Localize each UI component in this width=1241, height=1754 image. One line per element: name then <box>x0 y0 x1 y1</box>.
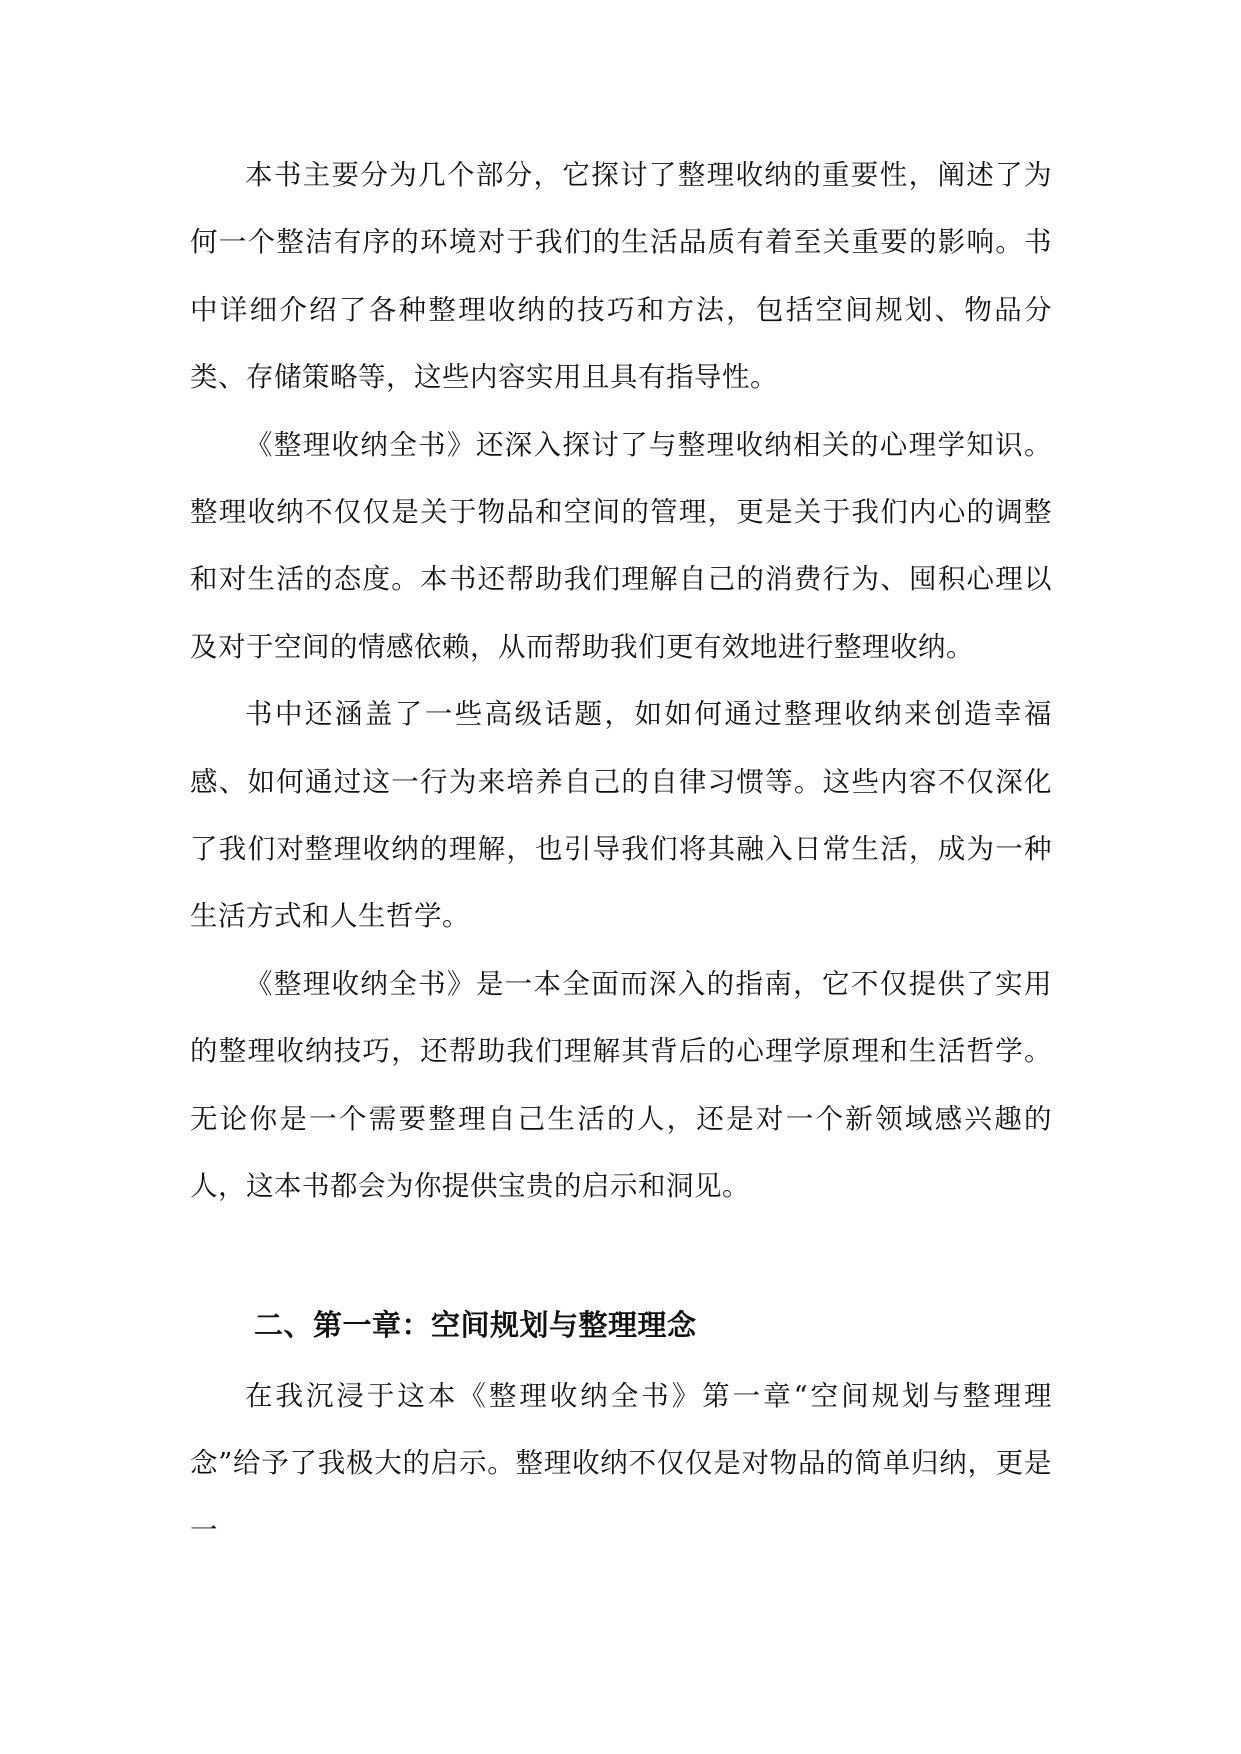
paragraph-summary: 《整理收纳全书》是一本全面而深入的指南，它不仅提供了实用的整理收纳技巧，还帮助我们理解其背后的心理学原理和生活哲学。无论你是一个需要整理自己生活的人，还是对一个新领域感兴趣的人，这本书都会为你提供宝贵的启示和洞见。 <box>190 967 1052 1203</box>
chapter-heading: 二、第一章：空间规划与整理理念 <box>254 1307 697 1342</box>
paragraph-chapter-one: 在我沉浸于这本《整理收纳全书》第一章“空间规划与整理理念”给予了我极大的启示。整理收纳不仅仅是对物品的简单归纳，更是一 <box>190 1379 1052 1547</box>
paragraph-overview: 本书主要分为几个部分，它探讨了整理收纳的重要性，阐述了为何一个整洁有序的环境对于我们的生活品质有着至关重要的影响。书中详细介绍了各种整理收纳的技巧和方法，包括空间规划、物品分类、存储策略等，这些内容实用且具有指导性。 <box>190 159 1052 394</box>
paragraph-advanced-topics: 书中还涵盖了一些高级话题，如如何通过整理收纳来创造幸福感、如何通过这一行为来培养自己的自律习惯等。这些内容不仅深化了我们对整理收纳的理解，也引导我们将其融入日常生活，成为一种生活方式和人生哲学。 <box>190 698 1052 933</box>
document-body <box>190 142 1052 1565</box>
paragraph-psychology: 《整理收纳全书》还深入探讨了与整理收纳相关的心理学知识。整理收纳不仅仅是关于物品和空间的管理，更是关于我们内心的调整和对生活的态度。本书还帮助我们理解自己的消费行为、囤积心理以及对于空间的情感依赖，从而帮助我们更有效地进行整理收纳。 <box>190 428 1052 663</box>
